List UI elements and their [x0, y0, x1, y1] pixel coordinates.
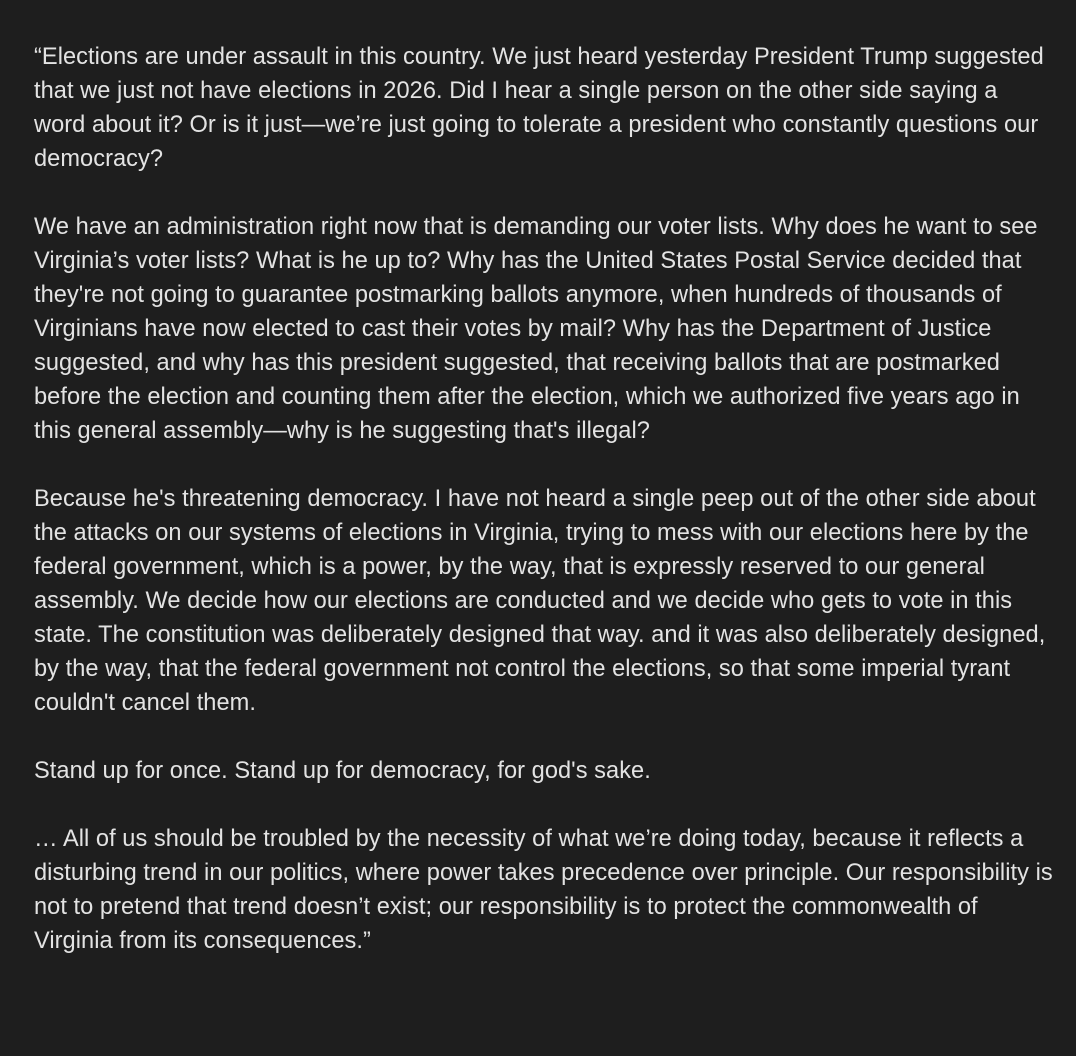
quote-document — [34, 40, 1054, 958]
quote-paragraph-4: Stand up for once. Stand up for democracy, for god's sake. — [34, 758, 651, 784]
quote-paragraph-5: … All of us should be troubled by the necessity of what we’re doing today, because it reflects a disturbing trend in our politics, where power takes precedence over principle. Our responsibility is not to pretend that trend doesn’t exist; our responsibility is to protect the commonwealth of Virginia from its consequences.” — [34, 826, 1053, 954]
quote-paragraph-3: Because he's threatening democracy. I have not heard a single peep out of the other side about the attacks on our systems of elections in Virginia, trying to mess with our elections here by the federal government, which is a power, by the way, that is expressly reserved to our general assembly. We decide how our elections are conducted and we decide who gets to vote in this state. The constitution was deliberately designed that way. and it was also deliberately designed, by the way, that the federal government not control the elections, so that some imperial tyrant couldn't cancel them. — [34, 486, 1046, 716]
quote-paragraph-2: We have an administration right now that is demanding our voter lists. Why does he want to see Virginia’s voter lists? What is he up to? Why has the United States Postal Service decided that they're not going to guarantee postmarking ballots anymore, when hundreds of thousands of Virginians have now elected to cast their votes by mail? Why has the Department of Justice suggested, and why has this president suggested, that receiving ballots that are postmarked before the election and counting them after the election, which we authorized five years ago in this general assembly—why is he suggesting that's illegal? — [34, 214, 1038, 444]
quote-paragraph-1: “Elections are under assault in this country. We just heard yesterday President Trump suggested that we just not have elections in 2026. Did I hear a single person on the other side saying a word about it? Or is it just—we’re just going to tolerate a president who constantly questions our democracy? — [34, 44, 1044, 172]
